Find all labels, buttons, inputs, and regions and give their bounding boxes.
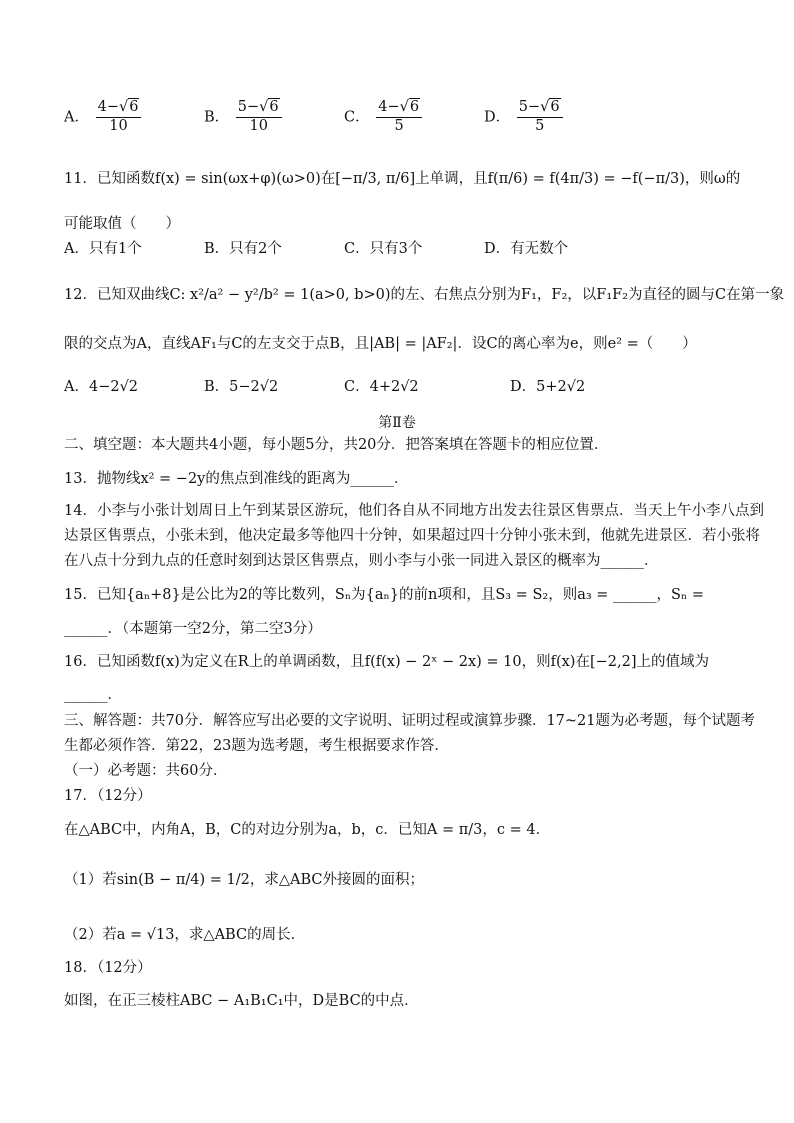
q11-stem-line1: 11．已知函数f(x) = sin(ωx+φ)(ω>0)在[−π/3, π/6]上单调，且f(π/6) = f(4π/3) = −f(−π/3)，则ω的 xyxy=(64,171,741,187)
section-2-title: 第Ⅱ卷 xyxy=(378,415,416,431)
q15-stem-line2: ______．（本题第一空2分，第二空3分） xyxy=(64,621,322,637)
q16-stem-line1: 16．已知函数f(x)为定义在R上的单调函数，且f(f(x) − 2ˣ − 2x) = 10，则f(x)在[−2,2]上的值域为 xyxy=(64,654,709,670)
q17-part2: （2）若a = √13，求△ABC的周长． xyxy=(64,927,306,943)
q17-part1: （1）若sin(B − π/4) = 1/2，求△ABC外接圆的面积； xyxy=(64,872,424,888)
q11-option-b: B．只有2个 xyxy=(204,241,282,257)
solve-header-line1: 三、解答题：共70分．解答应写出必要的文字说明、证明过程或演算步骤．17~21题为必考题，每个试题考 xyxy=(64,713,755,729)
q12-option-d: D．5+2√2 xyxy=(510,379,586,395)
q16-stem-line2: ______． xyxy=(64,687,122,703)
q12-option-a: A．4−2√2 xyxy=(64,379,139,395)
q17-stem: 在△ABC中，内角A，B，C的对边分别为a，b，c．已知A = π/3，c = 4． xyxy=(64,822,551,838)
q17-label: 17．（12分） xyxy=(64,788,152,804)
q10-option-c: C． $\frac{4-√6}{5}$ xyxy=(344,100,424,135)
q14-stem-line3: 在八点十分到九点的任意时刻到达景区售票点，则小李与小张一同进入景区的概率为______． xyxy=(64,553,659,569)
q11-stem-line2: 可能取值（ ） xyxy=(64,216,180,232)
q10-option-b: B． $\frac{5-√6}{10}$ xyxy=(204,100,284,135)
q11-option-a: A．只有1个 xyxy=(64,241,142,257)
q11-option-d: D．有无数个 xyxy=(484,241,569,257)
q10-option-a: A． $\frac{4-√6}{10}$ xyxy=(64,100,143,135)
q12-option-c: C．4+2√2 xyxy=(344,379,419,395)
q13-stem: 13．抛物线x² = −2y的焦点到准线的距离为______． xyxy=(64,471,409,487)
q14-stem-line1: 14．小李与小张计划周日上午到某景区游玩，他们各自从不同地方出发去往景区售票点．当天上午小李八点到 xyxy=(64,503,764,519)
q11-option-c: C．只有3个 xyxy=(344,241,423,257)
fill-blank-header: 二、填空题：本大题共4小题，每小题5分，共20分．把答案填在答题卡的相应位置． xyxy=(64,437,609,453)
solve-header-line2: 生都必须作答．第22，23题为选考题，考生根据要求作答． xyxy=(64,738,449,754)
q12-stem-line2: 限的交点为A，直线AF₁与C的左支交于点B，且|AB| = |AF₂|．设C的离心率为e，则e² =（ ） xyxy=(64,336,697,352)
required-header: （一）必考题：共60分． xyxy=(64,763,228,779)
q12-option-b: B．5−2√2 xyxy=(204,379,279,395)
q12-stem-line1: 12．已知双曲线C: x²/a² − y²/b² = 1(a>0, b>0)的左、右焦点分别为F₁，F₂，以F₁F₂为直径的圆与C在第一象 xyxy=(64,287,785,303)
q10-option-d: D． $\frac{5-√6}{5}$ xyxy=(484,100,565,135)
q18-stem: 如图，在正三棱柱ABC − A₁B₁C₁中，D是BC的中点． xyxy=(64,993,419,1009)
q18-label: 18．（12分） xyxy=(64,960,152,976)
q14-stem-line2: 达景区售票点，小张未到，他决定最多等他四十分钟，如果超过四十分钟小张未到，他就先进景区．若小张将 xyxy=(64,528,760,544)
q15-stem-line1: 15．已知{aₙ+8}是公比为2的等比数列，Sₙ为{aₙ}的前n项和，且S₃ = S₂，则a₃ = ______，Sₙ = xyxy=(64,587,704,603)
